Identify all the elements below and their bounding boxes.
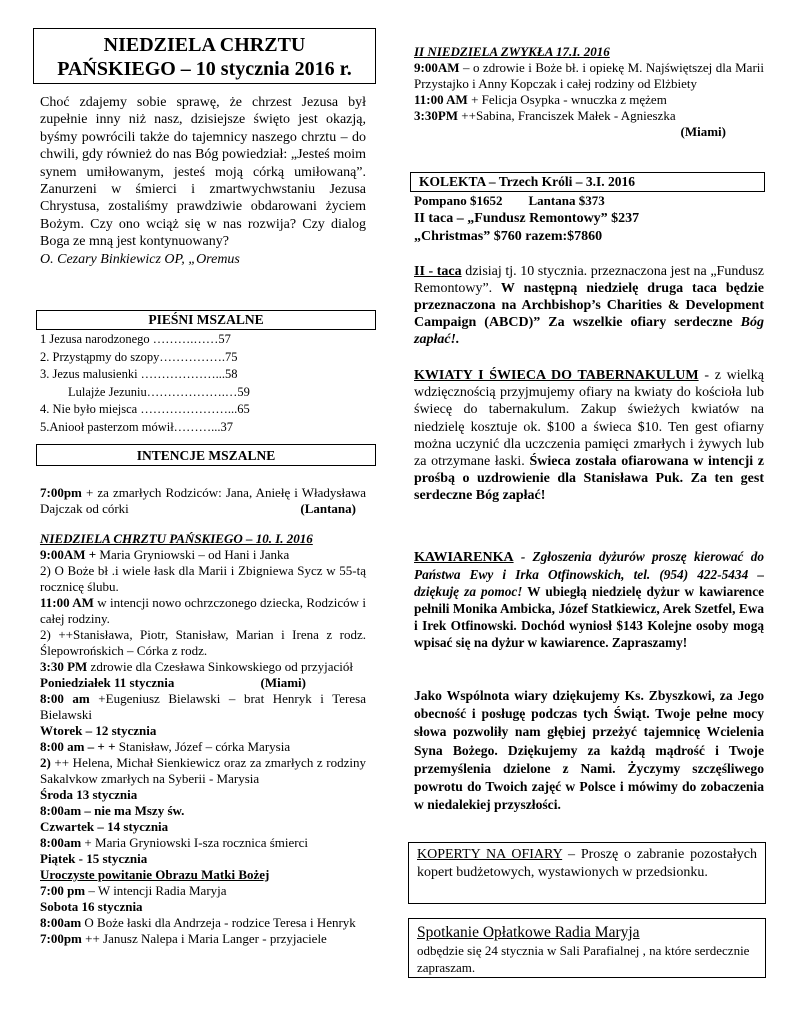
sunday-heading: NIEDZIELA CHRZTU PAŃSKIEGO – 10. I. 2016 [40,531,313,546]
intention-item: 8:00 am – + + Stanisław, Józef – córka Marysia [40,739,291,754]
intention-item: 3:30 PM zdrowie dla Czesława Sinkowskiego od przyjaciół (Miami) [40,659,354,690]
intention-item: 7:00 pm – W intencji Radia Maryja [40,883,227,898]
reflection-text: Choć zdajemy sobie sprawę, że chrzest Jezusa był zupełnie inny niż nasz, dzisiejsze święto jest okazją, byśmy powrócili także do tajemnicy naszego chrztu – do chwili, gdy również do nas Bóg powiedział: „Jesteś moim synem umiłowanym, jesteś moją córką umiłowaną”. Zanurzeni w śmierci i zmartwychwstaniu Jezusa Chrystusa, zostaliśmy prawdziwie obdarowani życiem Bożym. Czy ono wciąż się w nas rozwija? Czy dialog Boga ze mną jest kontynuowany? [40,95,366,250]
flowers [414,367,764,505]
second-sunday-heading: II NIEDZIELA ZWYKŁA 17.I. 2016 [414,44,610,59]
intention-item: 2) ++Stanisława, Piotr, Stanisław, Marian i Irena z rodz. Ślepowrońskich – Córka z rodz. [40,627,366,658]
second-collection [414,263,764,348]
day-heading: Wtorek – 12 stycznia [40,723,157,738]
day-heading: Sobota 16 stycznia [40,899,143,914]
intention-item: 2) ++ Helena, Michał Sienkiewicz oraz za zmarłych z rodziny Sakalvkow zmarłych na Syberii - Marysia [40,755,366,786]
envelopes-text: – Proszę o zabranie pozostałych kopert budżetowych, wystawionych w przedsionku. [417,847,757,880]
day-heading: Środa 13 stycznia [40,787,138,802]
day-heading: Czwartek – 14 stycznia [40,819,169,834]
collection-line3: „Christmas” $760 razem:$7860 [414,229,603,244]
intention-item: 2) O Boże bł .i wiele łask dla Marii i Zbigniewa Sycz w 55-tą rocznicę ślubu. [40,563,366,594]
flowers-bold: Świeca została ofiarowana w intencji z prośbą o uzdrowienie dla Stanisława Puk. Za ten gest serdeczne Bóg zapłać! [414,454,765,504]
flowers-text: - z wielką wdzięcznością przyjmujemy ofiary na kwiaty do kościoła lub świecę do tabernakulum. Zakup świeżych kwiatów na niedzielę kosztuje ok. $100 a świeca $10. Ten gest ofiarny można uczynić dla uczczenia pamięci zmarłych i żywych lub za otrzymane łaski. [414,368,764,470]
song-item: 1 Jezusa narodzonego ……….……57 [40,332,231,346]
second-collection-text: dzisiaj tj. 10 stycznia. przeznaczona jest na „Fundusz Remontowy”. [414,264,765,296]
intention-item: 9:00AM – o zdrowie i Boże bł. i opiekę M. Najświętszej dla Marii Przystajko i Anny Kopczak i całej rodziny od Elżbiety [414,60,764,91]
flowers-label: KWIATY I ŚWIECA DO TABERNAKULUM [414,368,699,383]
cafe-italic: - Zgłoszenia dyżurów proszę kierować do Państwa Ewy i Irka Otfinowskich, tel. (954) 422-5434 – dziękuję za pomoc! [414,549,764,599]
intention-item: 9:00AM + Maria Gryniowski – od Hani i Janka [40,547,290,562]
cafe [414,548,764,651]
second-collection-label: II - taca [414,264,462,279]
second-collection-bold: W następną niedzielę druga taca będzie przeznaczona na Archbishop’s Charities & Development Campaign (ABCD)” Za wszelkie ofiary serdeczne [414,281,764,330]
second-sunday [414,44,764,140]
day-heading: Piątek - 15 stycznia [40,851,148,866]
intention-saturday: 7:00pm + za zmarłych Rodziców: Jana, Aniełę i Władysława Dajczak od córki (Lantana) [40,485,366,516]
intention-item: 8:00am – nie ma Mszy św. [40,803,185,818]
collection-header: KOLEKTA – Trzech Króli – 3.I. 2016 [410,172,765,192]
cafe-bold: W ubiegłą niedzielę dyżur w kawiarence pełnili Monika Ambicka, Józef Statkiewicz, Arek Szetfel, Ewa i Irek Otfinowski. Dochód wyniosł $143 Kolejne osoby mogą wpisać się na dyżur w kawiarence. Zapraszamy! [414,584,764,650]
feast-heading: Uroczyste powitanie Obrazu Matki Bożej [40,867,270,882]
song-item: Lulajże Jezuniu……………….…59 [68,384,250,399]
wafer-title: Spotkanie Opłatkowe Radia Maryja [417,924,640,941]
reflection [40,94,366,268]
intention-item: 11:00 AM w intencji nowo ochrzczonego dziecka, Rodziców i całej rodziny. [40,595,366,626]
intention-item: 11:00 AM + Felicja Osypka - wnuczka z mężem [414,92,667,107]
cafe-label: KAWIARENKA [414,550,514,565]
song-item: 3. Jezus malusienki ………………...58 [40,367,238,381]
wafer-box [408,918,766,978]
thanks: Jako Wspólnota wiary dziękujemy Ks. Zbyszkowi, za Jego obecność i posługę podczas tych Świąt. Twoje pełne mocy słowa pozwoliły nam głębiej przeżyć tajemnicę Wcielenia Syna Bożego. Dziękujemy za każdą mądrość i Twoje przemyślenia dzielone z Nami. Życzymy szczęśliwego powrotu do Twoich zajęć w Polsce i mówimy do zobaczenia w niedalekiej przyszłości. [414,688,764,813]
reflection-author: O. Cezary Binkiewicz OP, „Oremus [40,251,240,267]
envelopes-box [408,842,766,904]
song-item: 4. Nie było miejsca …………………...65 [40,402,250,416]
songs-header: PIEŚNI MSZALNE [36,310,376,330]
collection-body [414,193,764,246]
intention-item: 8:00am O Boże łaski dla Andrzeja - rodzice Teresa i Henryk [40,915,356,930]
second-collection-thanks: Bóg zapłać!. [414,315,764,347]
collection-lantana: Lantana $373 [528,193,605,208]
intention-item: 8:00am + Maria Gryniowski I-sza rocznica śmierci [40,835,308,850]
song-item: 5.Aniooł pasterzom mówił………...37 [40,419,234,434]
collection-line2: II taca – „Fundusz Remontowy” $237 [414,211,640,226]
page-title-line2: PAŃSKIEGO – 10 stycznia 2016 r. [57,58,352,80]
page-title-line1: NIEDZIELA CHRZTU [103,34,306,56]
intention-item: 7:00pm ++ Janusz Nalepa i Maria Langer - przyjaciele [40,931,327,946]
song-item: 2. Przystąpmy do szopy…………….75 [40,349,238,364]
location-label: (Miami) [680,124,726,139]
intentions-header: INTENCJE MSZALNE [36,444,376,466]
day-heading: Poniedziałek 11 stycznia [40,675,175,690]
envelopes-label: KOPERTY NA OFIARY [417,847,563,862]
collection-pompano: Pompano $1652 [414,193,503,208]
intention-item: 8:00 am +Eugeniusz Bielawski – brat Henryk i Teresa Bielawski [40,691,366,722]
intentions-list [40,485,366,947]
wafer-text: odbędzie się 24 stycznia w Sali Parafialnej , na które serdecznie zapraszam. [417,943,750,975]
songs-list [40,331,370,436]
page-title-box [33,28,376,84]
intention-item: 3:30PM ++Sabina, Franciszek Małek - Agnieszka [414,108,676,123]
